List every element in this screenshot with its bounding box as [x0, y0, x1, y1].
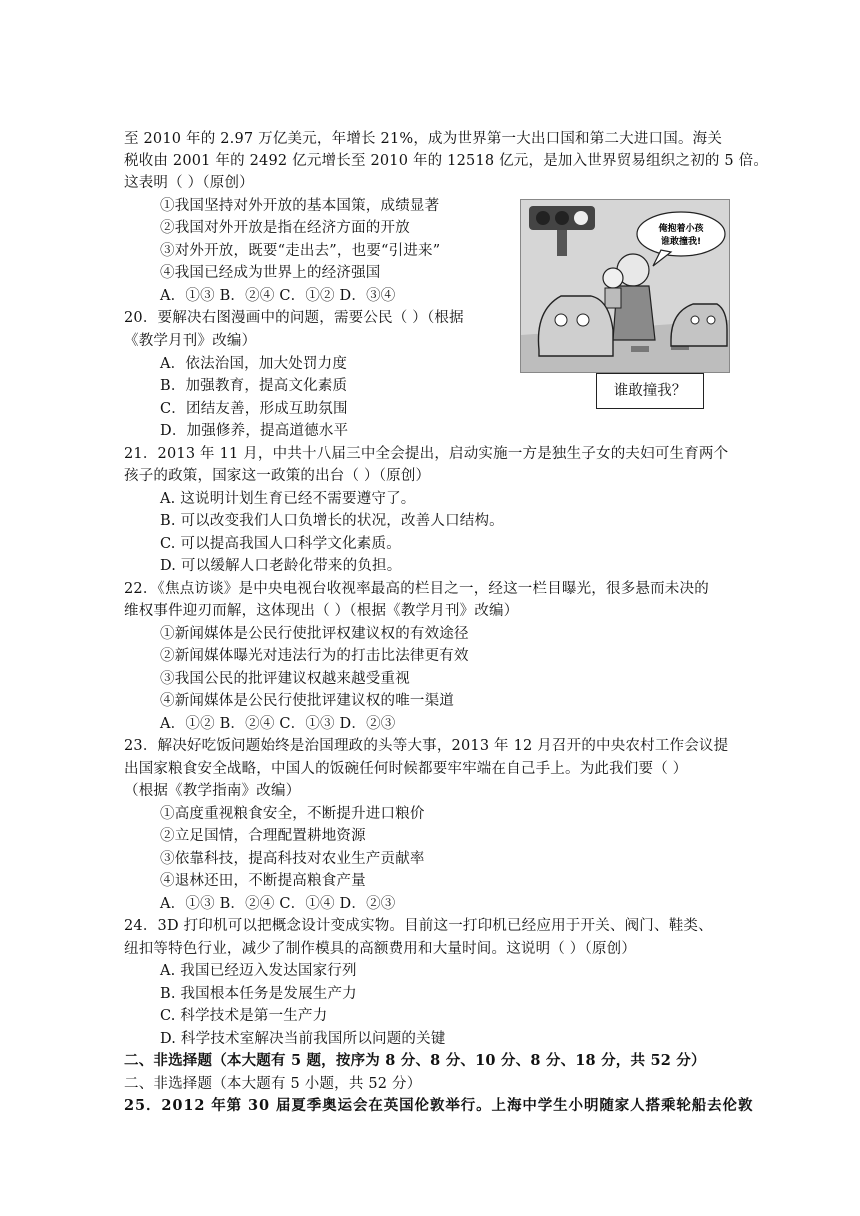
- question-20: 20．要解决右图漫画中的问题，需要公民（ ）（根据: [124, 310, 464, 326]
- cartoon-illustration-icon: [521, 200, 729, 372]
- option-line: A. 这说明计划生育已经不需要遵守了。: [160, 491, 416, 507]
- section-heading-alt: 二、非选择题（本大题有 5 小题，共 52 分）: [124, 1076, 422, 1092]
- answer-choices: A．①② B．②④ C．①③ D．②③: [160, 716, 396, 732]
- option-line: ④退林还田，不断提高粮食产量: [160, 873, 366, 889]
- text-line: 维权事件迎刃而解，这体现出（ ）（根据《教学月刊》改编）: [124, 603, 519, 619]
- option-line: A．依法治国，加大处罚力度: [160, 356, 348, 372]
- option-line: D. 科学技术室解决当前我国所以问题的关键: [160, 1031, 446, 1047]
- option-line: ①新闻媒体是公民行使批评权建议权的有效途径: [160, 626, 469, 642]
- text-line: 这表明（ ）（原创）: [124, 175, 254, 191]
- option-line: ②我国对外开放是指在经济方面的开放: [160, 220, 410, 236]
- option-line: ③依靠科技，提高科技对农业生产贡献率: [160, 851, 425, 867]
- option-line: A. 我国已经迈入发达国家行列: [160, 963, 357, 979]
- option-line: C．团结友善，形成互助氛围: [160, 401, 348, 417]
- option-line: ②立足国情，合理配置耕地资源: [160, 828, 366, 844]
- option-line: ②新闻媒体曝光对违法行为的打击比法律更有效: [160, 648, 469, 664]
- bubble-line-1: 俺抱着小孩: [658, 224, 704, 234]
- option-line: ④我国已经成为世界上的经济强国: [160, 265, 381, 281]
- option-line: ①高度重视粮食安全，不断提升进口粮价: [160, 806, 425, 822]
- option-line: D．加强修养，提高道德水平: [160, 423, 349, 439]
- option-line: ④新闻媒体是公民行使批评建议权的唯一渠道: [160, 693, 454, 709]
- question-25: 25．2012 年第 30 届夏季奥运会在英国伦敦举行。上海中学生小明随家人搭乘轮船去伦敦: [124, 1097, 754, 1114]
- question-23: 23．解决好吃饭问题始终是治国理政的头等大事，2013 年 12 月召开的中央农村工作会议提: [124, 738, 729, 754]
- answer-choices: A．①③ B．②④ C．①② D．③④: [160, 288, 396, 304]
- text-line: 纽扣等特色行业，减少了制作模具的高额费用和大量时间。这说明（ ）（原创）: [124, 941, 637, 957]
- text-line: 孩子的政策，国家这一政策的出台（ ）（原创）: [124, 468, 431, 484]
- cartoon-caption: 谁敢撞我？: [596, 373, 704, 409]
- option-line: ③我国公民的批评建议权越来越受重视: [160, 671, 410, 687]
- bubble-line-2: 谁敢撞我!: [660, 237, 702, 247]
- question-24: 24．3D 打印机可以把概念设计变成实物。目前这一打印机已经应用于开关、阀门、鞋类、: [124, 918, 713, 934]
- option-line: C. 科学技术是第一生产力: [160, 1008, 328, 1024]
- text-line: 出国家粮食安全战略，中国人的饭碗任何时候都要牢牢端在自己手上。为此我们要（ ）: [124, 761, 688, 777]
- question-21: 21．2013 年 11 月，中共十八届三中全会提出，启动实施一方是独生子女的夫妇可生育两个: [124, 446, 729, 462]
- cartoon-illustration: [520, 199, 730, 373]
- option-line: C. 可以提高我国人口科学文化素质。: [160, 536, 401, 552]
- answer-choices: A．①③ B．②④ C．①④ D．②③: [160, 896, 396, 912]
- text-line: （根据《教学指南》改编）: [124, 783, 301, 799]
- option-line: ③对外开放，既要“走出去”，也要“引进来”: [160, 243, 441, 259]
- option-line: B．加强教育，提高文化素质: [160, 378, 348, 394]
- option-line: ①我国坚持对外开放的基本国策，成绩显著: [160, 198, 440, 214]
- text-line: 《教学月刊》改编）: [124, 333, 257, 349]
- option-line: D. 可以缓解人口老龄化带来的负担。: [160, 558, 402, 574]
- option-line: B. 我国根本任务是发展生产力: [160, 986, 357, 1002]
- question-22: 22．《焦点访谈》是中央电视台收视率最高的栏目之一，经这一栏目曝光，很多悬而未决的: [124, 581, 709, 597]
- option-line: B. 可以改变我们人口负增长的状况，改善人口结构。: [160, 513, 504, 529]
- text-line: 至 2010 年的 2.97 万亿美元，年增长 21%，成为世界第一大出口国和第二大进口国。海关: [124, 131, 723, 147]
- text-line: 税收由 2001 年的 2492 亿元增长至 2010 年的 12518 亿元，是加入世界贸易组织之初的 5 倍。: [124, 153, 769, 169]
- section-heading: 二、非选择题（本大题有 5 题，按序为 8 分、8 分、10 分、8 分、18 分，共 52 分）: [124, 1052, 706, 1069]
